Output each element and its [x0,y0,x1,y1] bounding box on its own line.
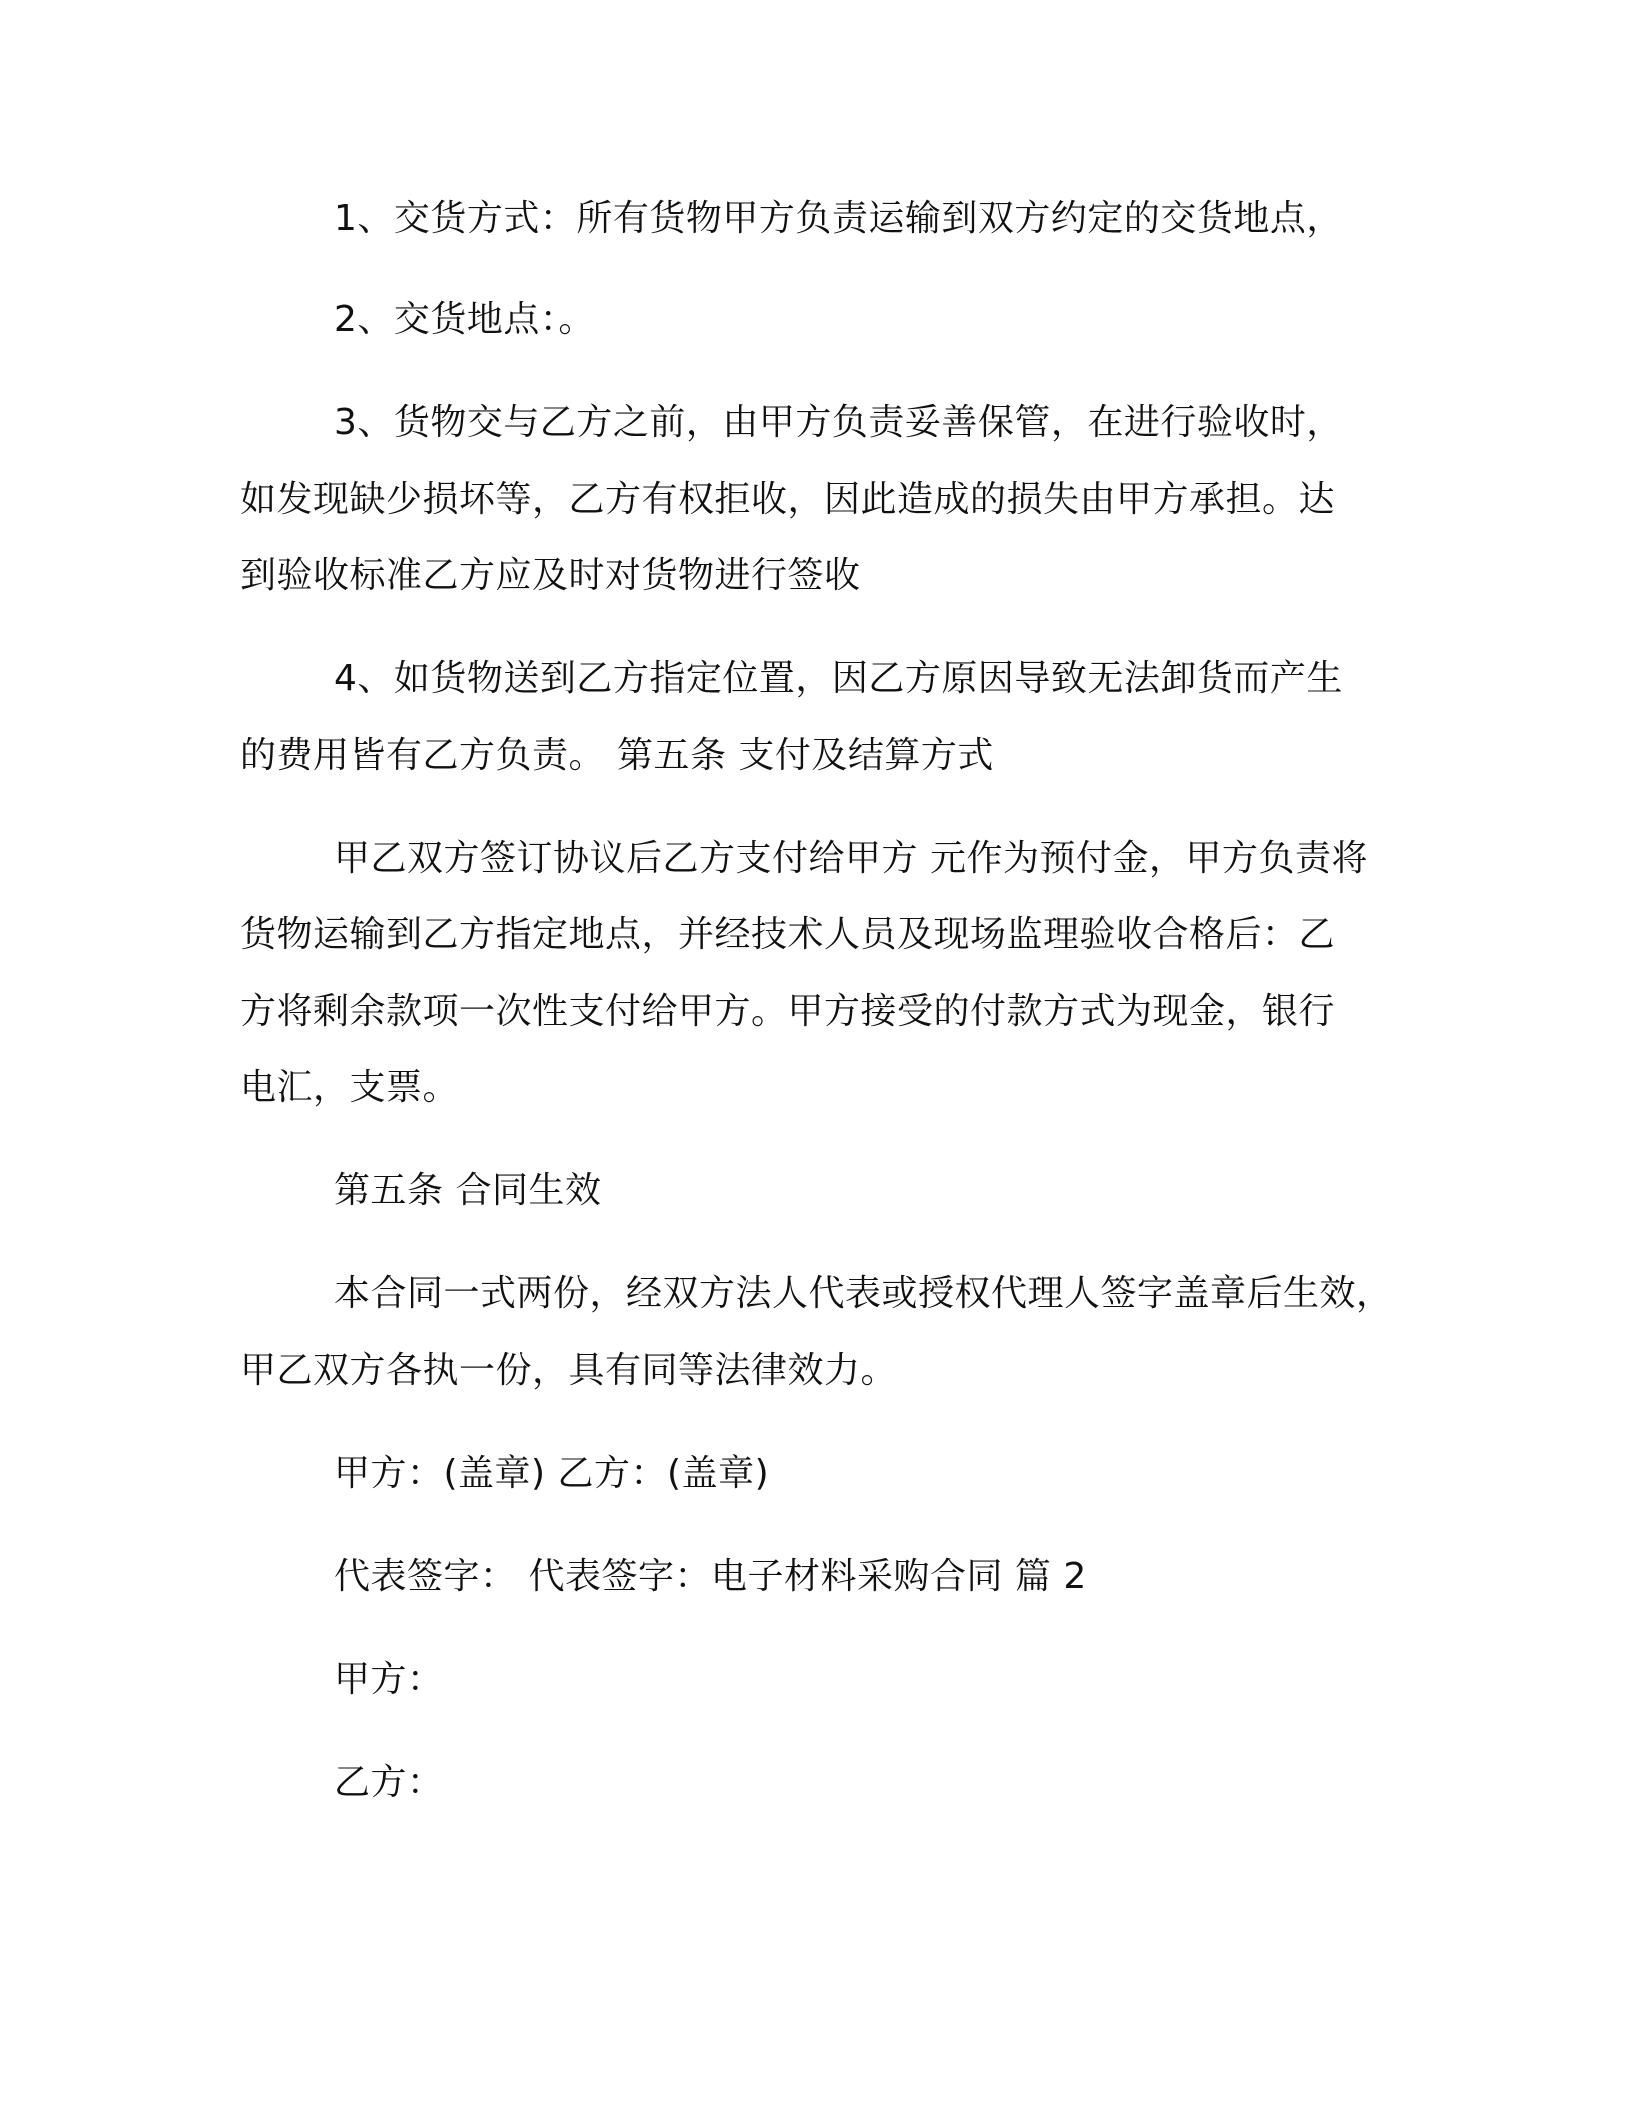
effect-line-2: 甲乙双方各执一份，具有同等法律效力。 [240,1350,898,1391]
payment-line-3: 方将剩余款项一次性支付给甲方。甲方接受的付款方式为现金，银行 [240,991,1336,1032]
custody-line-1: 3、货物交与乙方之前，由甲方负责妥善保管，在进行验收时， [334,402,1343,443]
custody-line-3: 到验收标准乙方应及时对货物进行签收 [240,555,861,596]
effect-heading: 第五条 合同生效 [334,1170,602,1211]
signature-line: 代表签字： 代表签字：电子材料采购合同 篇 2 [334,1556,1087,1597]
party-a-line: 甲方： [334,1659,444,1700]
party-b-line: 乙方： [334,1762,444,1803]
unloading-line-1: 4、如货物送到乙方指定位置，因乙方原因导致无法卸货而产生 [334,658,1343,699]
seal-line: 甲方：(盖章) 乙方：(盖章) [334,1453,770,1494]
unloading-line-2: 的费用皆有乙方负责。 第五条 支付及结算方式 [240,735,994,776]
custody-line-2: 如发现缺少损坏等，乙方有权拒收，因此造成的损失由甲方承担。达 [240,479,1336,520]
delivery-method-line: 1、交货方式：所有货物甲方负责运输到双方约定的交货地点， [334,198,1343,239]
delivery-location-line: 2、交货地点：。 [334,299,595,340]
effect-line-1: 本合同一式两份，经双方法人代表或授权代理人签字盖章后生效， [334,1273,1393,1314]
payment-line-4: 电汇，支票。 [240,1067,460,1108]
payment-line-2: 货物运输到乙方指定地点，并经技术人员及现场监理验收合格后：乙 [240,914,1336,955]
payment-line-1: 甲乙双方签订协议后乙方支付给甲方 元作为预付金，甲方负责将 [334,838,1368,879]
